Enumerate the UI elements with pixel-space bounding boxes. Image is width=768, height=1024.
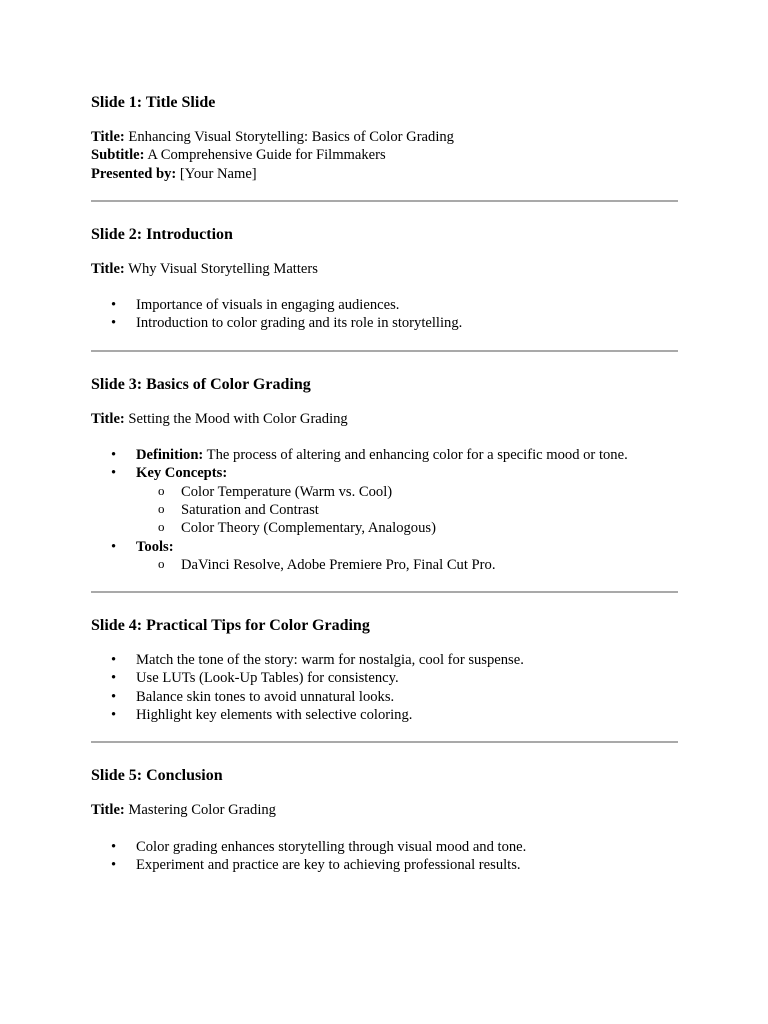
- slide-4-heading: Slide 4: Practical Tips for Color Grading: [91, 617, 370, 635]
- field-label: Title:: [91, 129, 125, 145]
- slide-3-title-line: [91, 410, 678, 428]
- field-label: Title:: [91, 260, 125, 277]
- list-item: • Importance of visuals in engaging audiences.: [111, 297, 400, 314]
- field-value: Enhancing Visual Storytelling: Basics of Color Grading: [124, 129, 454, 145]
- field-label: Title:: [91, 802, 125, 819]
- list-item: • Highlight key elements with selective coloring.: [111, 707, 413, 724]
- list-item: • Introduction to color grading and its role in storytelling.: [111, 315, 463, 332]
- slide-3-bullet-list: [91, 446, 678, 574]
- slide-1-subtitle-line: [91, 146, 678, 164]
- circle-bullet-icon: o: [158, 482, 165, 498]
- bullet-icon: •: [111, 688, 117, 705]
- bullet-icon: •: [111, 707, 117, 724]
- slide-2-heading: Slide 2: Introduction: [91, 225, 233, 243]
- list-item: • Tools: o DaVinci Resolve, Adobe Premiere Pro, Final Cut Pro.: [91, 538, 678, 575]
- sub-list-item: o DaVinci Resolve, Adobe Premiere Pro, Final Cut Pro.: [158, 555, 496, 573]
- bullet-icon: •: [111, 538, 117, 555]
- slide-2-bullet-list: [91, 296, 678, 333]
- slide-5-section: [91, 765, 678, 874]
- bullet-icon: •: [111, 838, 117, 855]
- field-value: A Comprehensive Guide for Filmmakers: [144, 147, 386, 164]
- list-item: • Key Concepts: o Color Temperature (Warm vs. Cool) o Saturation and Contrast o Color Theory (Complementary, Analogous): [91, 464, 678, 537]
- key-concepts-sublist: [136, 483, 678, 538]
- sub-list-item: o Saturation and Contrast: [158, 500, 319, 518]
- tools-sublist: [136, 556, 678, 574]
- list-item: • Match the tone of the story: warm for nostalgia, cool for suspense.: [111, 652, 524, 669]
- field-value: Why Visual Storytelling Matters: [124, 260, 318, 277]
- circle-bullet-icon: o: [158, 500, 165, 516]
- slide-2-section: [91, 224, 678, 333]
- list-item: • Experiment and practice are key to achieving professional results.: [111, 856, 521, 873]
- list-item: • Color grading enhances storytelling through visual mood and tone.: [111, 838, 527, 855]
- bullet-icon: •: [111, 447, 117, 464]
- slide-1-presenter-line: [91, 165, 678, 183]
- slide-5-heading: Slide 5: Conclusion: [91, 767, 223, 785]
- divider: [91, 741, 678, 743]
- slide-3-section: [91, 374, 678, 574]
- circle-bullet-icon: o: [158, 519, 165, 535]
- field-label: Subtitle:: [91, 147, 145, 164]
- slide-4-section: [91, 615, 678, 724]
- bullet-icon: •: [111, 297, 117, 314]
- list-item: • Use LUTs (Look-Up Tables) for consistency.: [111, 670, 399, 687]
- slide-5-title-line: [91, 801, 678, 819]
- divider: [91, 350, 678, 352]
- slide-5-bullet-list: [91, 838, 678, 875]
- field-value: Setting the Mood with Color Grading: [124, 410, 348, 427]
- slide-1-section: [91, 92, 678, 183]
- field-label: Title:: [91, 410, 125, 427]
- list-item: • Definition: The process of altering and enhancing color for a specific mood or tone.: [111, 447, 628, 464]
- list-item: • Balance skin tones to avoid unnatural looks.: [111, 688, 395, 705]
- sub-list-item: o Color Temperature (Warm vs. Cool): [158, 482, 393, 500]
- field-label: Presented by:: [91, 165, 177, 182]
- bullet-icon: •: [111, 465, 117, 482]
- divider: [91, 591, 678, 593]
- document-body: [91, 92, 678, 874]
- field-value: [Your Name]: [176, 165, 257, 182]
- slide-1-title-line: [91, 128, 678, 146]
- slide-3-heading: Slide 3: Basics of Color Grading: [91, 375, 311, 393]
- slide-1-heading: Slide 1: Title Slide: [91, 94, 216, 111]
- bullet-icon: •: [111, 315, 117, 332]
- bullet-icon: •: [111, 856, 117, 873]
- field-value: Mastering Color Grading: [124, 802, 276, 819]
- bullet-icon: •: [111, 670, 117, 687]
- bullet-icon: •: [111, 652, 117, 669]
- circle-bullet-icon: o: [158, 555, 165, 571]
- slide-4-bullet-list: [91, 651, 678, 724]
- divider: [91, 200, 678, 202]
- sub-list-item: o Color Theory (Complementary, Analogous): [158, 519, 436, 537]
- slide-2-title-line: [91, 260, 678, 278]
